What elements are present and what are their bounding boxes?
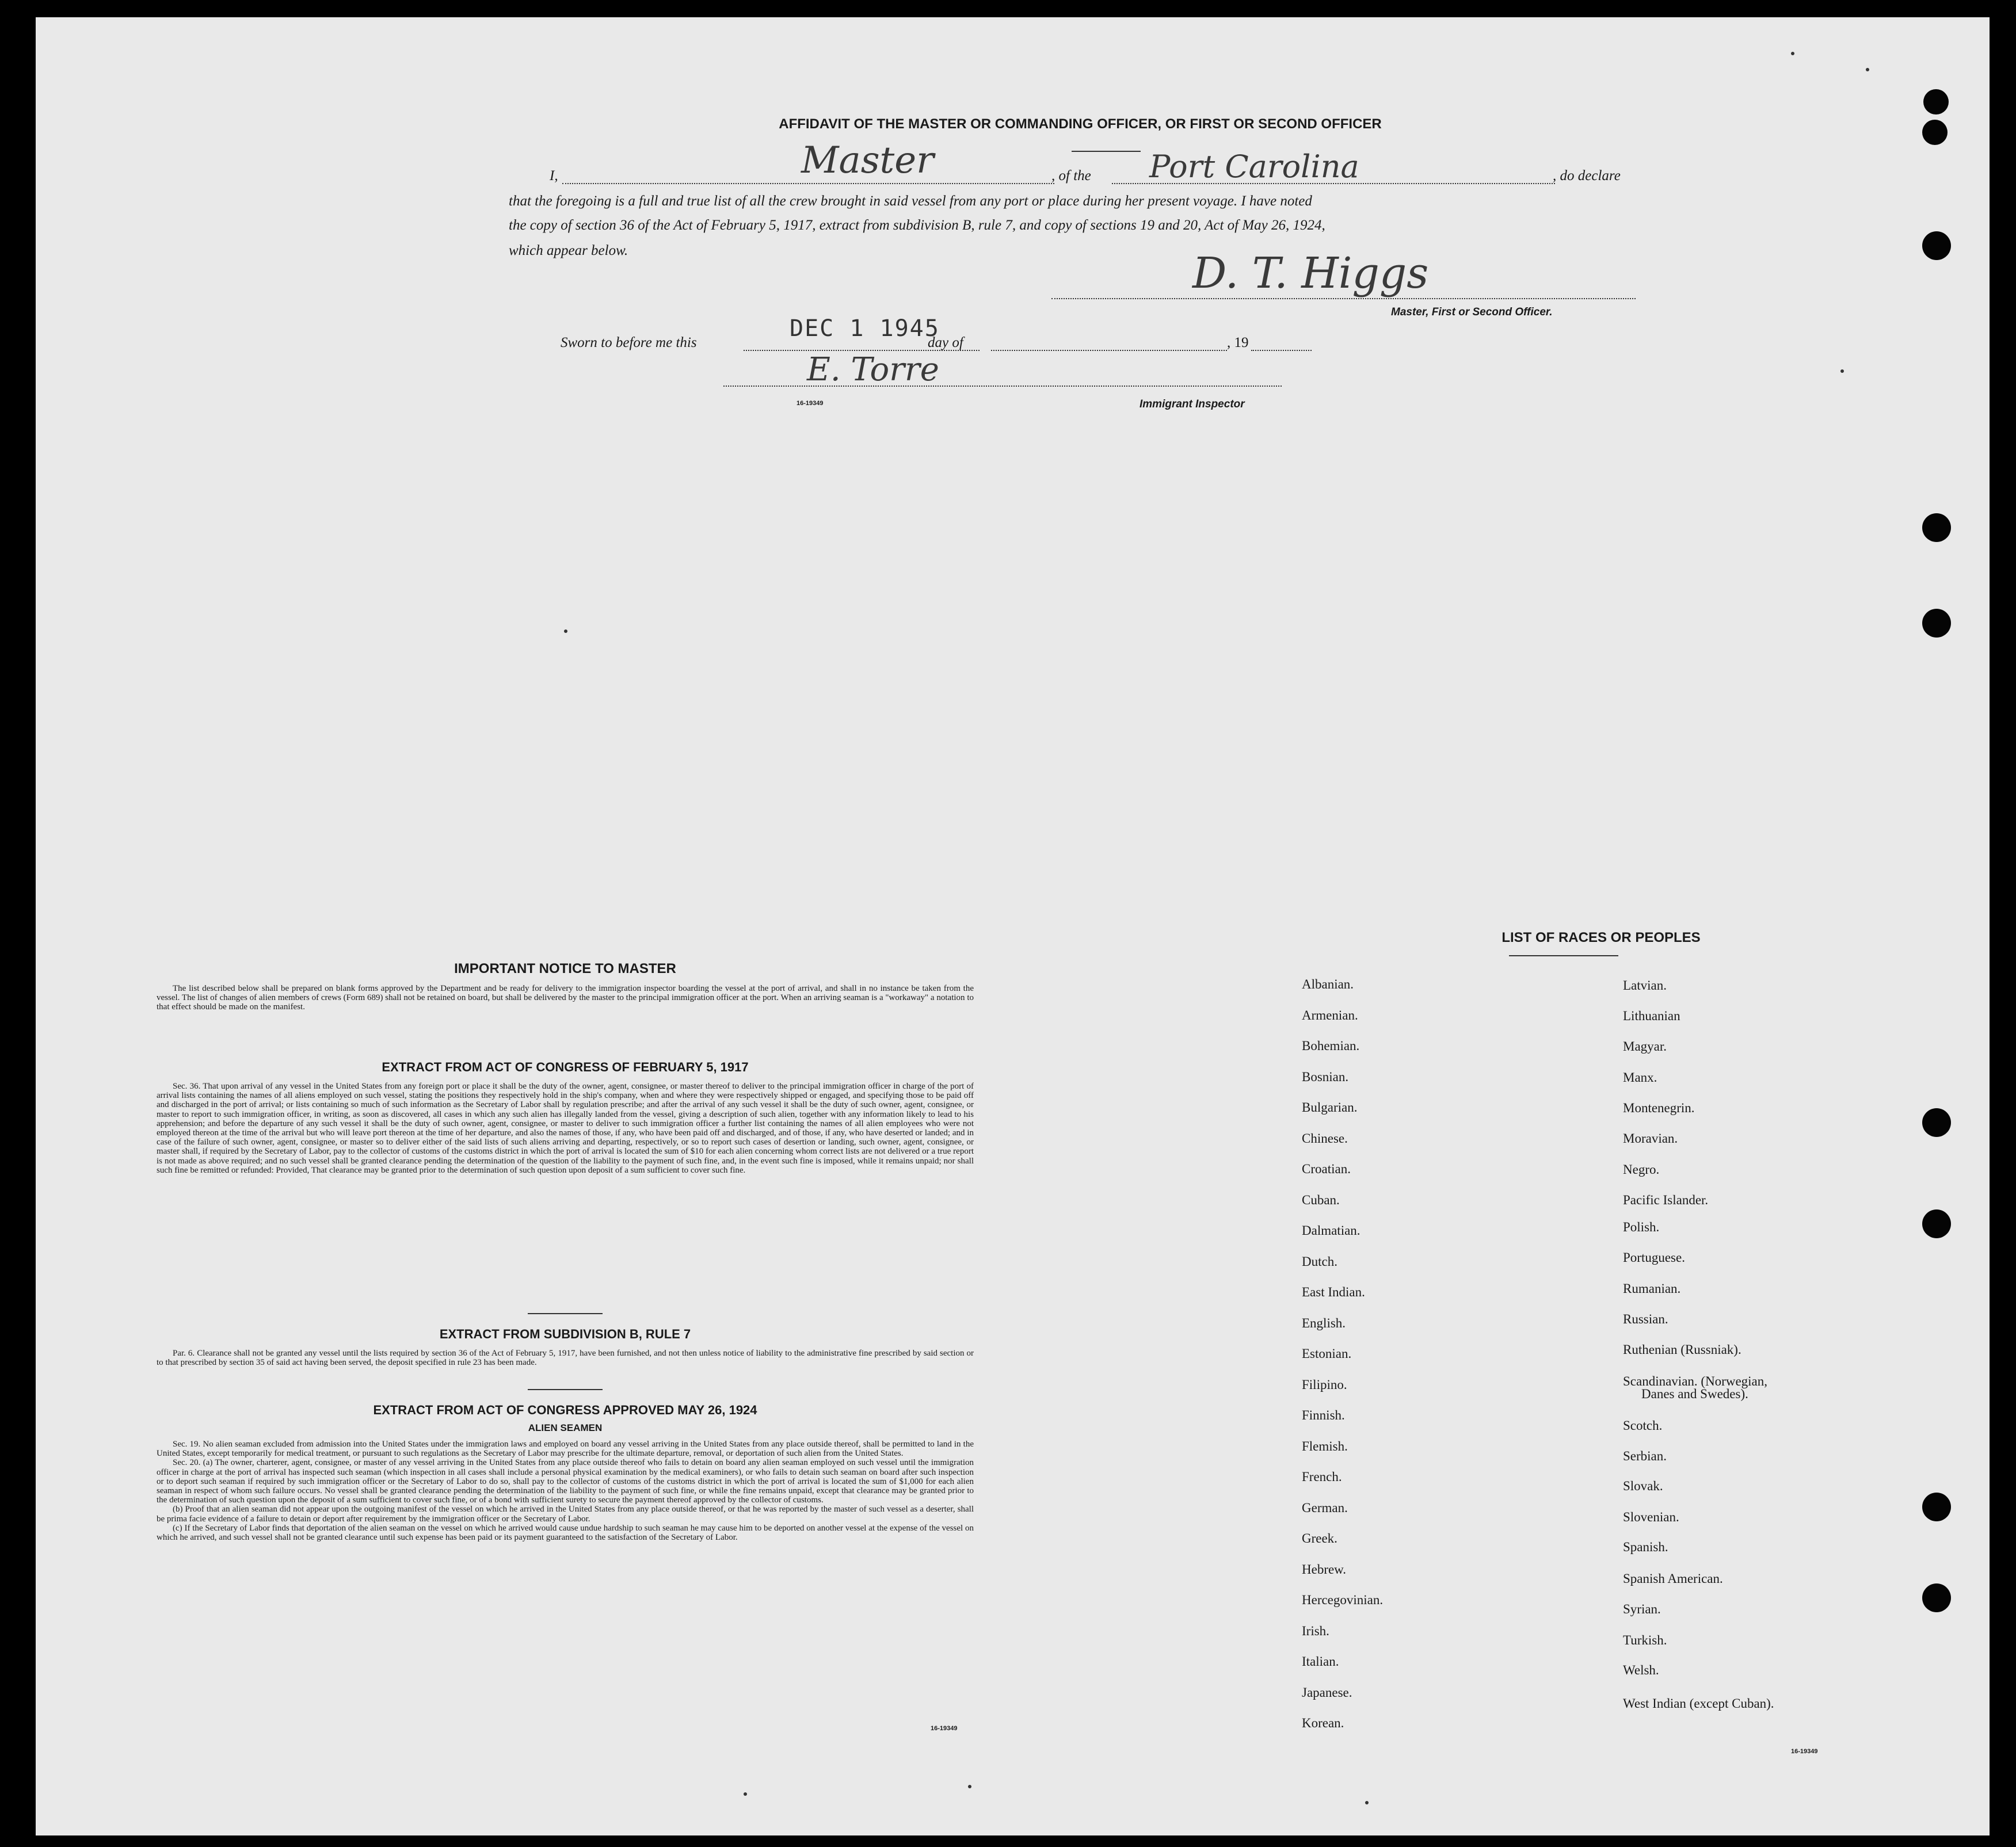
sec20c-paragraph: (c) If the Secretary of Labor finds that deportation of the alien seaman on the vessel on which he arrived would cause undue hardship to such seaman he may cause him to be deported on another vessel at the expense of the vessel on which he arrived, and such vessel shall not be granted clearance until such expense has been paid or its payment guaranteed to the satisfaction of the Secretary of Labor.	[157, 1523, 974, 1543]
race-item: Latvian.	[1623, 978, 1667, 993]
notice-text	[157, 984, 974, 1012]
vessel-name-handwritten: Port Carolina	[1149, 148, 1359, 185]
race-item: West Indian (except Cuban).	[1623, 1696, 1774, 1711]
race-item: Finnish.	[1302, 1408, 1345, 1422]
race-item: Estonian.	[1302, 1346, 1352, 1361]
of-the-label: , of the	[1051, 168, 1091, 184]
binder-hole	[1923, 89, 1949, 115]
sec19-paragraph: Sec. 19. No alien seaman excluded from admission into the United States under the immigration laws and employed on board any vessel arriving in the United States from any place outside thereof, shall be permitted to land in the United States, except temporarily for medical treatment, or pursuant to such regulations as the Secretary of Labor may prescribe for the ultimate departure, removal, or deportation of such alien from the United States.	[157, 1440, 974, 1459]
race-item: Manx.	[1623, 1070, 1657, 1085]
race-item: Welsh.	[1623, 1663, 1659, 1677]
extract-1924-heading: EXTRACT FROM ACT OF CONGRESS APPROVED MAY 26, 1924	[373, 1403, 757, 1417]
rule7-heading: EXTRACT FROM SUBDIVISION B, RULE 7	[439, 1327, 691, 1341]
extract-1917-heading: EXTRACT FROM ACT OF CONGRESS OF FEBRUARY 5, 1917	[382, 1060, 749, 1074]
speck	[1840, 369, 1844, 373]
notice-paragraph: The list described below shall be prepared on blank forms approved by the Department and be ready for delivery to the immigration inspector boarding the vessel at the port of arrival, and shall in no instance be taken from the vessel. The list of changes of alien members of crews (Form 689) shall not be retained on board, but shall be delivered by the master to the principal immigration officer at the port. When an arriving seaman is a "workaway" a notation to that effect should be made on the manifest.	[157, 984, 974, 1012]
speck	[1866, 68, 1869, 71]
speck	[1791, 52, 1794, 55]
affidavit-body-3: which appear below.	[509, 243, 628, 258]
races-rule	[1509, 955, 1618, 956]
race-item: Dalmatian.	[1302, 1223, 1360, 1238]
race-item: Polish.	[1623, 1220, 1660, 1234]
title-rule	[1072, 151, 1141, 152]
race-item: Serbian.	[1623, 1449, 1667, 1463]
binder-hole	[1922, 1108, 1951, 1137]
binder-hole	[1922, 1493, 1951, 1521]
speck	[744, 1792, 747, 1796]
race-item: Magyar.	[1623, 1039, 1667, 1054]
name-line	[562, 183, 1054, 184]
extract-1924-text	[157, 1440, 974, 1542]
race-item: Ruthenian (Russniak).	[1623, 1342, 1741, 1357]
speck	[1365, 1801, 1369, 1804]
sec36-paragraph: Sec. 36. That upon arrival of any vessel in the United States from any foreign port or place it shall be the duty of the owner, agent, consignee, or master thereof to deliver to the principal immigration officer in charge of the port of arrival lists containing the names of all aliens employed on such vessel, stating the positions they respectively hold in the ship's company, when and where they were respectively shipped or engaged, and specifying those to be paid off and discharged in the port of arrival; or lists containing so much of such information as the Secretary of Labor shall by regulation prescribe; and after the arrival of any such vessel it shall be the duty of such owner, agent, consignee, or master to report to such immigration officer, in writing, as soon as discovered, all cases in which any such alien has illegally landed from the vessel, giving a description of such alien, together with any information likely to lead to his apprehension; and before the departure of any such vessel it shall be the duty of such owner, agent, consignee, or master to deliver to such immigration officer a further list containing the names of all alien employees who were not employed thereon at the time of the arrival but who will leave port thereon at the time of her departure, and also the names of those, if any, who have been paid off and discharged, and of those, if any, who have deserted or landed; and in case of the failure of such owner, agent, consignee, or master so to deliver either of the said lists of such aliens arriving and departing, respectively, or so to report such cases of desertion or landing, such owner, agent, consignee, or master shall, if required by the Secretary of Labor, pay to the collector of customs of the customs district in which the port of arrival is located the sum of $10 for each alien concerning whom correct lists are not delivered or a true report is not made as above required; and no such vessel shall be granted clearance pending the determination of the question of the liability to the payment of such fine, and, in the event such fine is imposed, while it remains unpaid; nor shall such fine be remitted or refunded: Provided, That clearance may be granted prior to the determination of such question upon deposit of a sum sufficient to cover such fine.	[157, 1082, 974, 1175]
binder-hole	[1922, 1583, 1951, 1612]
races-heading: LIST OF RACES OR PEOPLES	[1501, 930, 1701, 945]
race-item: Chinese.	[1302, 1131, 1348, 1146]
race-item: Spanish American.	[1623, 1571, 1723, 1586]
race-item: Scotch.	[1623, 1418, 1663, 1433]
year-line	[1251, 350, 1312, 351]
race-item: Scandinavian. (Norwegian,	[1623, 1374, 1768, 1388]
master-name-handwritten: Master	[801, 139, 934, 182]
race-item: Portuguese.	[1623, 1250, 1685, 1265]
race-item: Italian.	[1302, 1654, 1339, 1669]
race-item: Syrian.	[1623, 1602, 1661, 1616]
race-item: German.	[1302, 1500, 1348, 1515]
race-item: Spanish.	[1623, 1540, 1668, 1554]
sworn-label: Sworn to before me this	[561, 335, 697, 350]
rule-divider-2	[528, 1389, 603, 1390]
race-item: Dutch.	[1302, 1254, 1337, 1269]
race-item: Rumanian.	[1623, 1281, 1681, 1296]
inspector-caption: Immigrant Inspector	[1140, 398, 1245, 410]
speck	[564, 629, 567, 633]
race-item: Bosnian.	[1302, 1069, 1349, 1084]
year-prefix: , 19	[1227, 335, 1249, 350]
binder-hole	[1922, 513, 1951, 542]
par6-paragraph: Par. 6. Clearance shall not be granted any vessel until the lists required by section 36 of the Act of February 5, 1917, have been furnished, and not then unless notice of liability to the administrative fine prescribed by said section or to that prescribed by section 35 of said act having been served, the deposit specified in rule 23 has been made.	[157, 1349, 974, 1368]
inspector-line	[723, 386, 1282, 387]
affidavit-body-1: that the foregoing is a full and true list of all the crew brought in said vessel from any port or place during her present voyage. I have noted	[509, 193, 1312, 209]
extract-1917-text	[157, 1082, 974, 1175]
i-prefix: I,	[550, 168, 558, 184]
form-number-top: 16-19349	[797, 400, 824, 407]
signature-caption: Master, First or Second Officer.	[1391, 306, 1553, 318]
race-item: East Indian.	[1302, 1285, 1365, 1299]
race-item: English.	[1302, 1315, 1346, 1330]
race-item: Japanese.	[1302, 1685, 1352, 1700]
rule7-text	[157, 1349, 974, 1367]
race-item: Cuban.	[1302, 1192, 1340, 1207]
race-item: Albanian.	[1302, 977, 1354, 991]
race-item: Montenegrin.	[1623, 1101, 1695, 1115]
race-item: Filipino.	[1302, 1377, 1347, 1392]
race-item: Turkish.	[1623, 1633, 1667, 1647]
form-number-right: 16-19349	[1791, 1748, 1818, 1755]
race-item: Pacific Islander.	[1623, 1193, 1709, 1207]
speck	[968, 1785, 971, 1788]
binder-hole	[1922, 231, 1951, 260]
race-item: Russian.	[1623, 1312, 1668, 1326]
race-item: Korean.	[1302, 1716, 1344, 1730]
race-item: Croatian.	[1302, 1162, 1351, 1176]
inspector-signature: E. Torre	[807, 351, 939, 388]
do-declare-label: , do declare	[1553, 168, 1621, 184]
race-item: Moravian.	[1623, 1131, 1678, 1146]
form-number-left: 16-19349	[931, 1725, 958, 1732]
affidavit-title: AFFIDAVIT OF THE MASTER OR COMMANDING OFFICER, OR FIRST OR SECOND OFFICER	[779, 116, 1382, 132]
race-item: Lithuanian	[1623, 1009, 1680, 1023]
signature-line	[1051, 298, 1636, 299]
race-item: Armenian.	[1302, 1008, 1358, 1022]
race-item: Bohemian.	[1302, 1039, 1360, 1053]
race-item: Bulgarian.	[1302, 1100, 1358, 1115]
sec20b-paragraph: (b) Proof that an alien seaman did not appear upon the outgoing manifest of the vessel on which he arrived in the United States from any place outside thereof, or that he was reported by the master of such vessel as a deserter, shall be prima facie evidence of a failure to detain or deport after requirement by the immigration officer or the Secretary of Labor.	[157, 1505, 974, 1524]
race-item: Negro.	[1623, 1162, 1660, 1177]
race-item: Greek.	[1302, 1531, 1337, 1545]
day-of-label: day of	[928, 335, 963, 350]
race-item: Hercegovinian.	[1302, 1593, 1384, 1607]
sec20a-paragraph: Sec. 20. (a) The owner, charterer, agent, consignee, or master of any vessel arriving in the United States from any place outside thereof who fails to detain on board any alien seaman employed on such vessel until the immigration officer in charge at the port of arrival has inspected such seaman (which inspection in all cases shall include a personal physical examination by the medical examiners), or who fails to detain such seaman on board after such inspection or to deport such seaman if required by such immigration officer or the Secretary of Labor to do so, shall pay to the collector of customs of the customs district in which the port of arrival is located the sum of $1,000 for each alien seaman in respect of whom such failure occurs. No vessel shall be granted clearance pending the determination of the liability to the payment of such fine, or while the fine remains unpaid, except that clearance may be granted prior to the determination of such question upon the deposit of a sum sufficient to cover such fine, or of a bond with sufficient surety to secure the payment thereof approved by the collector of customs.	[157, 1458, 974, 1505]
master-signature: D. T. Higgs	[1192, 249, 1429, 298]
rule-divider-1	[528, 1313, 603, 1314]
race-item: Irish.	[1302, 1623, 1329, 1638]
race-item: Slovak.	[1623, 1479, 1663, 1493]
race-item: French.	[1302, 1470, 1342, 1484]
affidavit-body-2: the copy of section 36 of the Act of February 5, 1917, extract from subdivision B, rule 7, and copy of sections 19 and 20, Act of May 26, 1924,	[509, 217, 1325, 233]
alien-seamen-subheading: ALIEN SEAMEN	[528, 1422, 603, 1433]
binder-hole	[1922, 1209, 1951, 1238]
race-item: Flemish.	[1302, 1438, 1348, 1453]
month-line	[991, 350, 1227, 351]
notice-heading: IMPORTANT NOTICE TO MASTER	[454, 961, 676, 976]
race-item: Hebrew.	[1302, 1562, 1347, 1577]
date-stamp: DEC 1 1945	[790, 315, 940, 342]
race-item: Slovenian.	[1623, 1510, 1679, 1524]
binder-hole	[1922, 120, 1948, 145]
binder-hole	[1922, 609, 1951, 638]
race-item: Danes and Swedes).	[1641, 1387, 1748, 1401]
document-page	[36, 17, 1990, 1835]
